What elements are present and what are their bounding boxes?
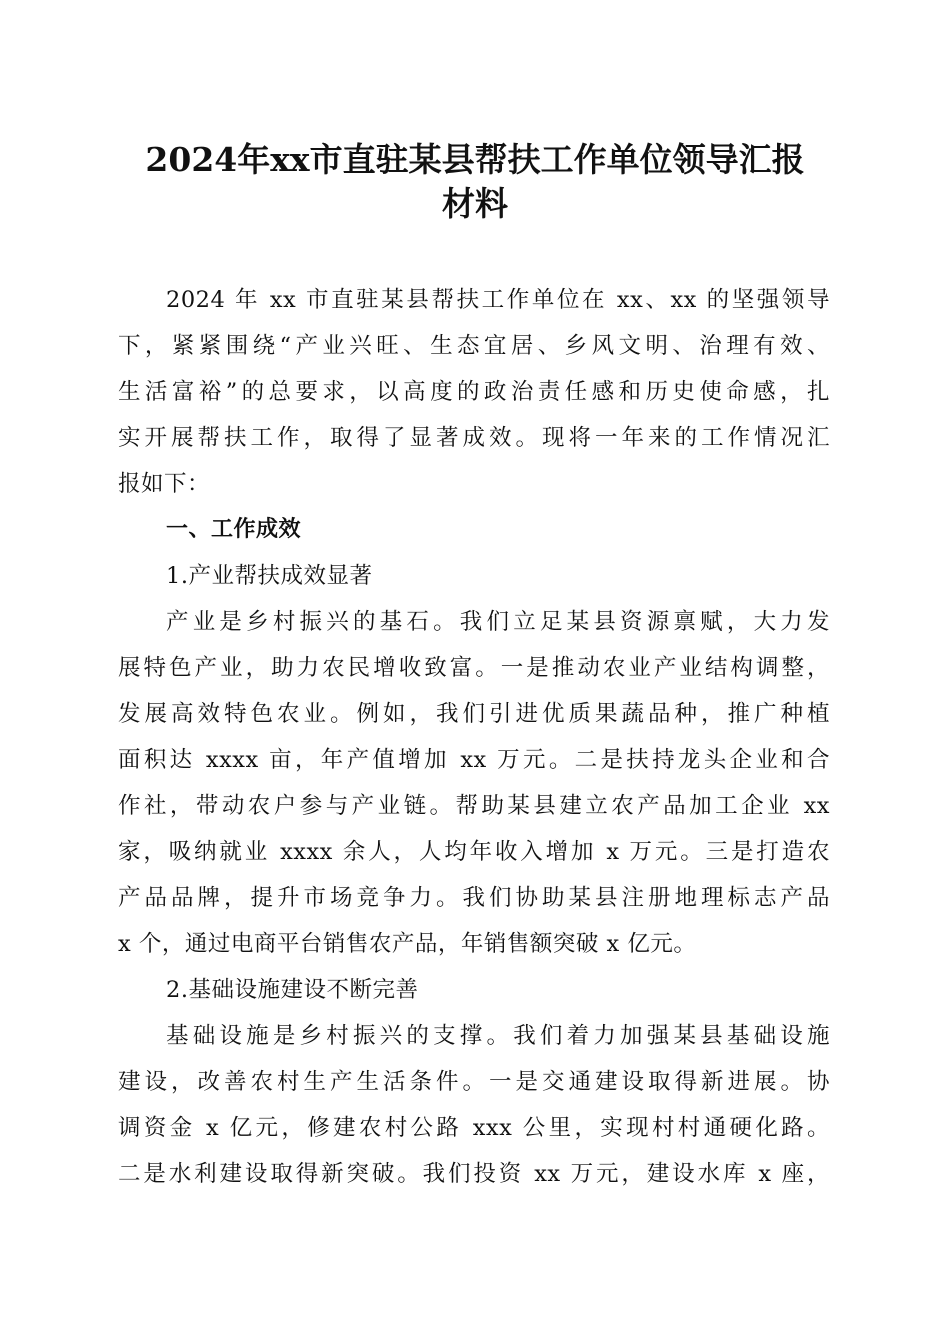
infrastructure-line-1: 基础设施是乡村振兴的支撑。我们着力加强某县基础设施 [166,1023,830,1049]
industry-line-2: 展特色产业，助力农民增收致富。一是推动农业产业结构调整， [118,655,830,681]
intro-line-4: 实开展帮扶工作，取得了显著成效。现将一年来的工作情况汇 [118,425,830,451]
title-line-1: 2024年xx市直驻某县帮扶工作单位领导汇报 [145,140,805,179]
industry-line-1: 产业是乡村振兴的基石。我们立足某县资源禀赋，大力发 [166,609,830,635]
intro-line-1: 2024 年 xx 市直驻某县帮扶工作单位在 xx、xx 的坚强领导 [166,287,830,313]
intro-line-5: 报如下： [118,471,211,497]
title-line-2: 材料 [442,184,508,223]
intro-line-2: 下，紧紧围绕“产业兴旺、生态宜居、乡风文明、治理有效、 [118,333,830,359]
subsection-heading-industry: 1.产业帮扶成效显著 [166,563,373,589]
industry-line-8: x 个，通过电商平台销售农产品，年销售额突破 x 亿元。 [118,931,697,957]
infrastructure-line-3: 调资金 x 亿元，修建农村公路 xxx 公里，实现村村通硬化路。 [118,1115,830,1141]
intro-paragraph [118,277,830,507]
infrastructure-line-2: 建设，改善农村生产生活条件。一是交通建设取得新进展。协 [118,1069,830,1095]
section-heading-work-results: 一、工作成效 [166,517,302,542]
industry-line-5: 作社，带动农户参与产业链。帮助某县建立农产品加工企业 xx [118,793,830,819]
industry-paragraph [118,599,830,967]
industry-line-3: 发展高效特色农业。例如，我们引进优质果蔬品种，推广种植 [118,701,830,727]
document-body [118,277,830,1197]
industry-line-6: 家，吸纳就业 xxxx 余人，人均年收入增加 x 万元。三是打造农 [118,839,830,865]
intro-line-3: 生活富裕”的总要求，以高度的政治责任感和历史使命感，扎 [118,379,830,405]
subsection-heading-infrastructure: 2.基础设施建设不断完善 [166,977,419,1003]
industry-line-4: 面积达 xxxx 亩，年产值增加 xx 万元。二是扶持龙头企业和合 [118,747,830,773]
infrastructure-paragraph [118,1013,830,1197]
industry-line-7: 产品品牌，提升市场竞争力。我们协助某县注册地理标志产品 [118,885,830,911]
document-title [100,138,850,226]
infrastructure-line-4: 二是水利建设取得新突破。我们投资 xx 万元，建设水库 x 座， [118,1161,830,1187]
